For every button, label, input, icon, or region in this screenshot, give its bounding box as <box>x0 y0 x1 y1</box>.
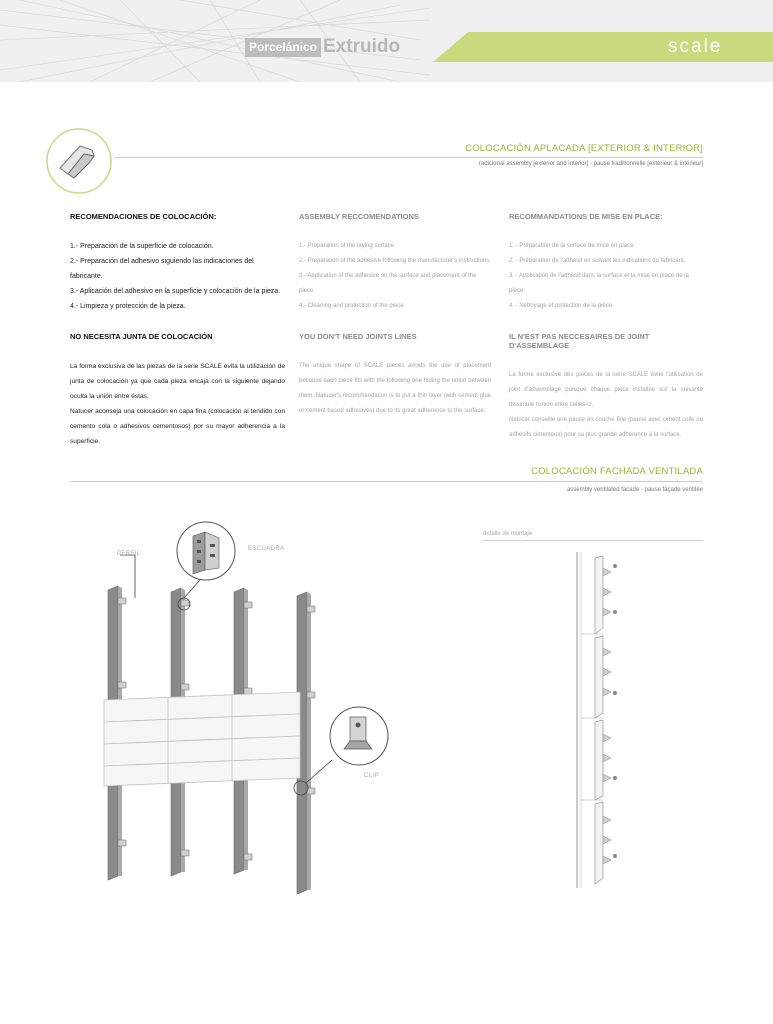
section-divider <box>115 157 703 158</box>
column-spanish <box>70 212 285 449</box>
paragraph: Natucer aconseja una colocación en capa fina (colocación al tendido con cemento cola o adhesivos cementosos) por su mayor adherencia a la superficie. <box>70 408 285 445</box>
list-item: 4. - Nettoyage et protection de la pièce. <box>509 303 614 309</box>
product-line-title: Extruido <box>323 36 401 57</box>
column-heading: YOU DON'T NEED JOINTS LINES <box>299 332 417 341</box>
list-item: 2. - Préparation de l'adhésif en suivant les indications du fabricant. <box>509 258 686 264</box>
paragraph: La forme exclusive des pièces de la série SCALE évite l'utilisation de joint d'assemblage puisque chaque pièce installée sur la suivante dissimule l'union entre celles-ci. <box>509 372 703 408</box>
section-subtitle: radicional assembly [exterior and interior] - pause traditionnelle [extérieur & intérieur] <box>478 161 703 167</box>
steps-list <box>70 239 285 314</box>
section-title: COLOCACIÓN APLACADA [EXTERIOR & INTERIOR] <box>465 143 703 154</box>
column-heading: IL N'EST PAS NECCESAIRES DE JOINT D'ASSEMBLAGE <box>509 332 650 350</box>
column-heading: RECOMMANDATIONS DE MISE EN PLACE: <box>509 212 663 221</box>
column-heading: ASSEMBLY RECCOMENDATIONS <box>299 212 419 221</box>
list-item: 3. - Application de l'adhésif dans la surface et la mise en place de la pièce. <box>509 273 689 294</box>
assembly-section-drawing <box>555 548 635 893</box>
list-item: 4.- Limpieza y protección de la pieza. <box>70 303 186 310</box>
scale-logo: scale <box>668 36 723 57</box>
paragraph: Natucer conseille une pause en couche fine (pause avec ciment colle ou adhésifs cimenteux) pour sa plus grande adhérence à la surface. <box>509 417 703 438</box>
list-item: 1.- Preparación de la superficie de colocación. <box>70 243 214 250</box>
escuadra-label: ESCUADRA <box>248 546 285 552</box>
list-item: 1.- Preparation of the laying surface <box>299 243 395 249</box>
list-item: 2.- Preparation of the adhesive following the manufacturer's instructions <box>299 258 490 264</box>
steps-list <box>299 239 491 314</box>
tile-adhesive-icon <box>44 126 114 196</box>
column-heading: NO NECESITA JUNTA DE COLOCACIÓN <box>70 332 213 341</box>
section-subtitle: assembly ventilated facade - pause façade ventilée <box>566 487 703 493</box>
list-item: 3.- Aplicación del adhesivo en la superficie y colocación de la pieza. <box>70 288 281 295</box>
clip-label: CLIP <box>364 773 379 779</box>
list-item: 3.- Application of the adhesive on the surface and placement of the piece <box>299 273 477 294</box>
column-english <box>299 212 491 419</box>
paragraph: La forma exclusiva de las piezas de la serie SCALE evita la utilización de junta de colocación ya que cada pieza encaja con la siguiente dejando oculta la unión entre éstas. <box>70 363 285 400</box>
list-item: 4.- Cleaning and protection of the piece <box>299 303 404 309</box>
clip-detail-icon <box>328 705 390 767</box>
escuadra-detail-icon <box>175 520 237 582</box>
page-header <box>0 0 773 82</box>
steps-list <box>509 239 703 314</box>
section-divider <box>70 481 703 482</box>
assembly-detail-label: detalle de montaje <box>483 531 533 537</box>
perfil-label: PERFIL <box>117 551 141 557</box>
paragraph: The unique shape of SCALE pieces avoids the use of placement because each piece fits with the following one hiding the union between them. Natucer's recommendation is to put a thin layer (with cement glue or cement based adhesives) due to its great adherence to the surface. <box>299 363 491 414</box>
section-title: COLOCACIÓN FACHADA VENTILADA <box>531 466 703 477</box>
list-item: 2.- Preparación del adhesivo siguiendo las indicaciones del fabricante. <box>70 258 254 280</box>
brand-label: Porcelánico <box>245 38 321 57</box>
column-heading: RECOMENDACIONES DE COLOCACIÓN: <box>70 212 217 221</box>
detail-underline <box>483 540 703 541</box>
column-french <box>509 212 703 443</box>
list-item: 1. - Préparation de la surface de mise en place. <box>509 243 636 249</box>
